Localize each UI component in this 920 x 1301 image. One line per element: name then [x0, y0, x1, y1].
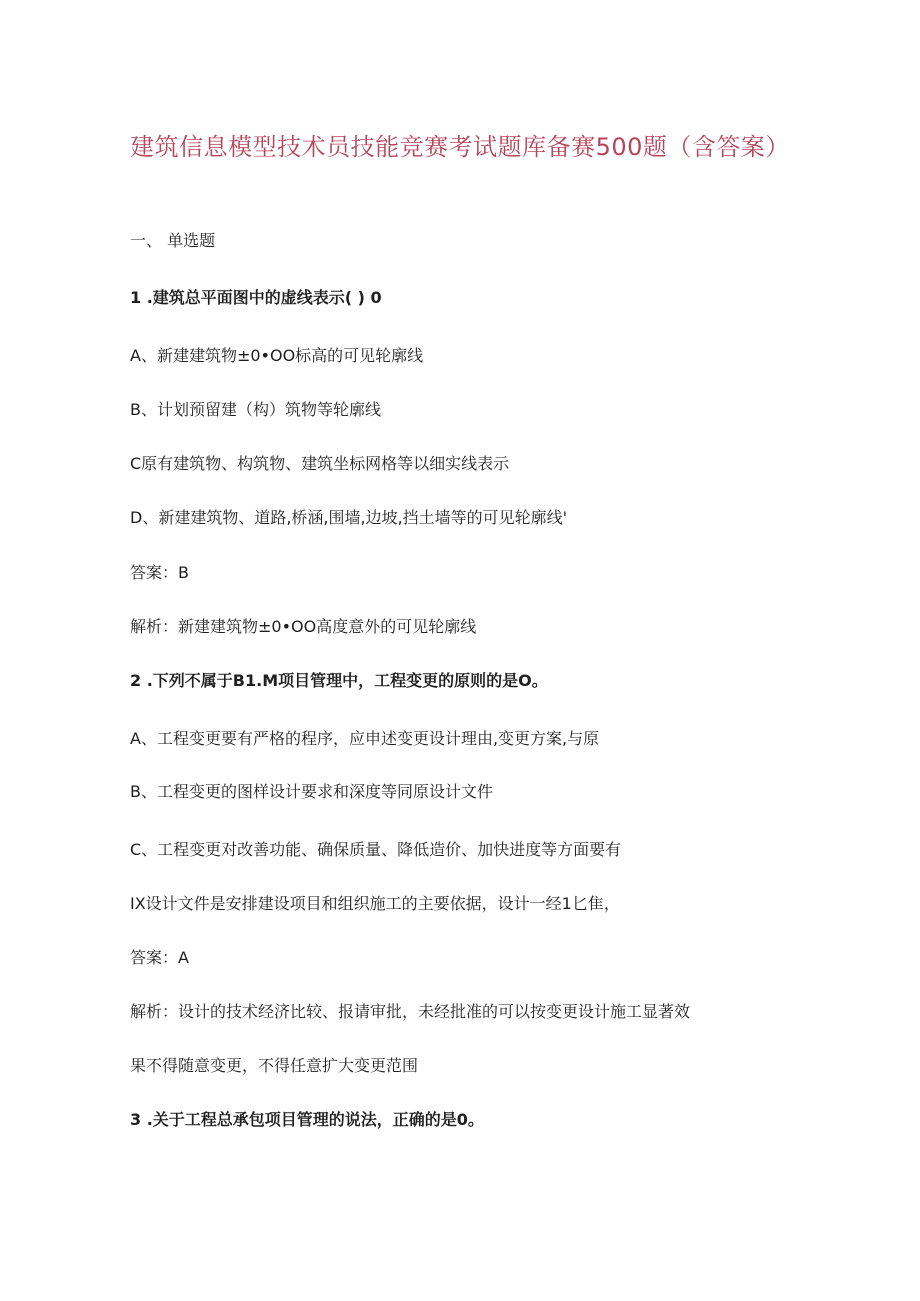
question-3-text: 3 .关于工程总承包项目管理的说法，正确的是0。	[130, 1110, 484, 1129]
section-heading: 一、 单选题	[130, 231, 216, 250]
question-1-text: 1 .建筑总平面图中的虚线表示( ) 0	[130, 288, 382, 307]
question-1-option-d: D、新建建筑物、道路,桥涵,围墙,边坡,挡土墙等的可见轮廓线'	[130, 508, 568, 527]
question-1-option-a: A、新建建筑物±0•OO标高的可见轮廓线	[130, 346, 424, 365]
question-2-option-b: B、工程变更的图样设计要求和深度等同原设计文件	[130, 782, 493, 801]
question-1-explanation: 解析：新建建筑物±0•OO高度意外的可见轮廓线	[130, 617, 477, 636]
question-2-explanation: 解析：设计的技术经济比较、报请审批，未经批准的可以按变更设计施工显著效	[130, 1002, 691, 1021]
question-2-explanation-cont: 果不得随意变更，不得任意扩大变更范围	[130, 1056, 419, 1075]
question-1-option-c: C原有建筑物、构筑物、建筑坐标网格等以细实线表示	[130, 454, 510, 473]
question-2-option-d: IX设计文件是安排建设项目和组织施工的主要依据，设计一经1匕隹，	[130, 894, 620, 913]
question-2-option-c: C、工程变更对改善功能、确保质量、降低造价、加快进度等方面要有	[130, 840, 622, 859]
question-2-answer: 答案：A	[130, 948, 189, 967]
document-title: 建筑信息模型技术员技能竞赛考试题库备赛500题（含答案）	[130, 133, 790, 161]
question-2-option-a: A、工程变更要有严格的程序，应申述变更设计理由,变更方案,与原	[130, 729, 600, 748]
question-1-answer: 答案：B	[130, 563, 189, 582]
question-1-option-b: B、计划预留建（构）筑物等轮廓线	[130, 400, 381, 419]
question-2-text: 2 .下列不属于B1.M项目管理中，工程变更的原则的是O。	[130, 671, 548, 690]
